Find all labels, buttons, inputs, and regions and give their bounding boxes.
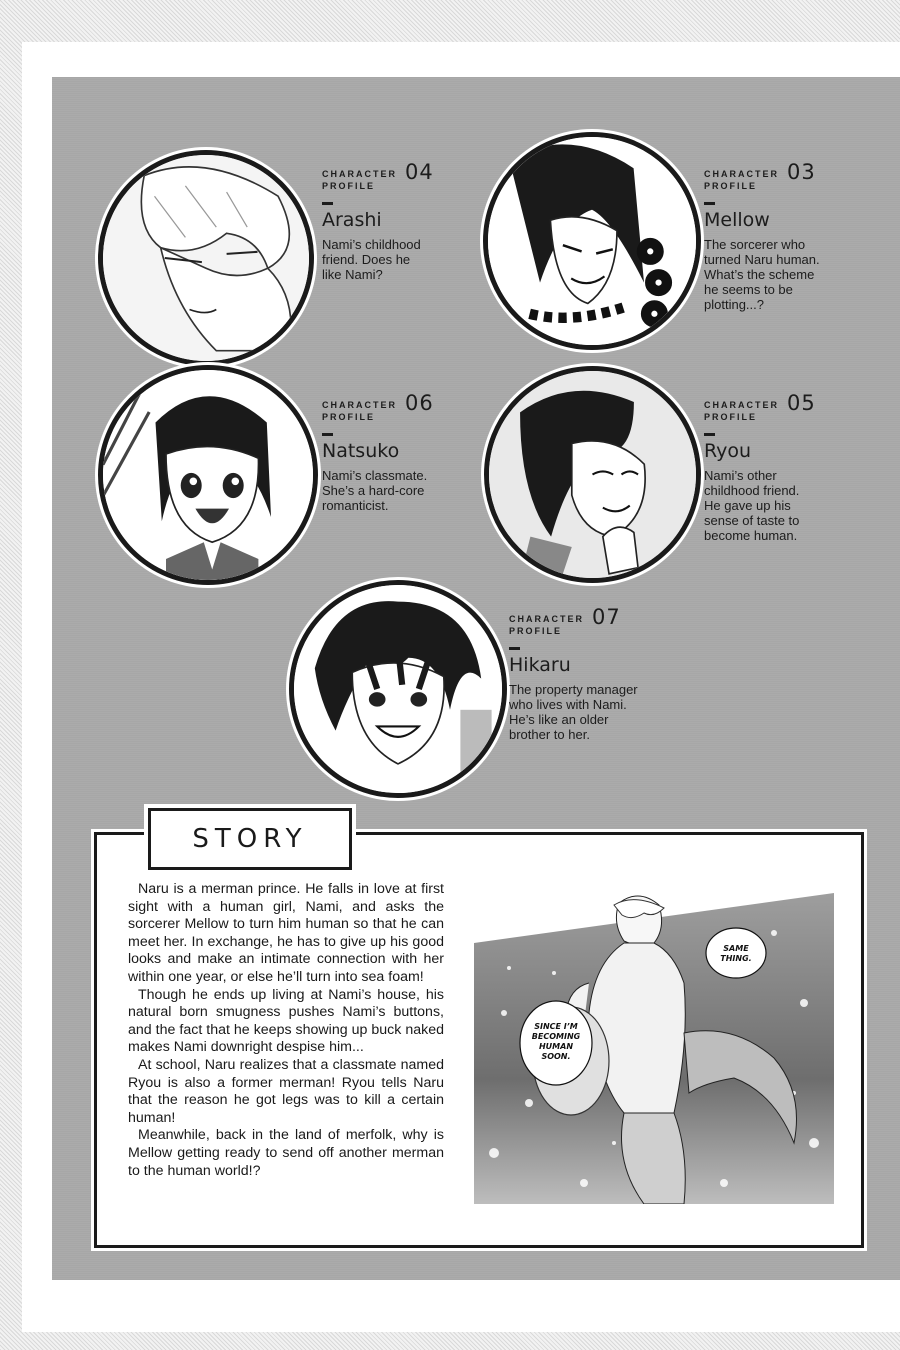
dash-divider: [704, 202, 715, 205]
ryou-portrait: [484, 366, 701, 583]
profile-mellow: [704, 160, 844, 312]
arashi-portrait: [98, 150, 314, 366]
profile-ryou: [704, 391, 844, 543]
story-text: [128, 881, 444, 1180]
character-description: Nami’s classmate. She’s a hard-core romanticist.: [322, 468, 428, 513]
dash-divider: [509, 647, 520, 650]
dash-divider: [322, 433, 333, 436]
bubble-text: SAME: [723, 944, 749, 953]
profile-number: 04: [405, 160, 434, 184]
mellow-illustration: [488, 137, 696, 345]
story-paragraph: Though he ends up living at Nami’s house, his natural born smugness pushes Nami’s buttons, and the fact that he keeps showing up buck naked makes Nami downright despise him...: [128, 986, 444, 1056]
story-paragraph: Meanwhile, back in the land of merfolk, why is Mellow getting ready to send off another merman to the human world!?: [128, 1127, 444, 1179]
character-profile-label: CHARACTER PROFILE 06: [322, 391, 434, 422]
character-description: Nami’s childhood friend. Does he like Nami?: [322, 237, 421, 282]
character-profile-label: CHARACTER PROFILE 03: [704, 160, 816, 191]
bubble-text: HUMAN: [538, 1042, 574, 1051]
natsuko-illustration: [103, 370, 313, 580]
hikaru-portrait: [289, 580, 507, 798]
profile-number: 05: [787, 391, 816, 415]
character-description: Nami’s other childhood friend. He gave up his sense of taste to become human.: [704, 468, 800, 543]
character-profile-label: CHARACTER PROFILE 07: [509, 605, 621, 636]
character-profile-label: CHARACTER PROFILE 05: [704, 391, 816, 422]
ryou-illustration: [489, 371, 696, 578]
character-description: The property manager who lives with Nami. He’s like an older brother to her.: [509, 682, 638, 742]
character-description: The sorcerer who turned Naru human. What’s the scheme he seems to be plotting...?: [704, 237, 820, 312]
speech-bubble-top: [706, 928, 766, 978]
character-name: Natsuko: [322, 440, 400, 462]
story-paragraph: Naru is a merman prince. He falls in love at first sight with a human girl, Nami, and asks the sorcerer Mellow to turn him human so that he can meet her. In exchange, he has to give up his good looks and make an intimate connection with her within one year, or else he’ll turn into sea foam!: [128, 881, 444, 985]
profile-natsuko: [322, 391, 462, 513]
profile-number: 07: [592, 605, 621, 629]
bubble-text: SINCE I’M: [534, 1022, 578, 1031]
story-manga-panel: [474, 893, 834, 1204]
dash-divider: [322, 202, 333, 205]
profile-arashi: [322, 160, 462, 282]
story-paragraph: At school, Naru realizes that a classmate named Ryou is also a former merman! Ryou tells Naru that the reason he got legs was to kill a certain human!: [128, 1056, 444, 1126]
story-tab: [148, 808, 352, 870]
bubble-text: SOON.: [541, 1052, 571, 1061]
story-title: STORY: [192, 824, 308, 854]
profile-number: 06: [405, 391, 434, 415]
bubble-text: THING.: [720, 954, 752, 963]
character-name: Arashi: [322, 209, 382, 231]
natsuko-portrait: [98, 365, 318, 585]
profile-number: 03: [787, 160, 816, 184]
mellow-portrait: [483, 132, 701, 350]
arashi-illustration: [103, 155, 309, 361]
merman-illustration: [474, 893, 834, 1204]
character-name: Hikaru: [509, 654, 571, 676]
character-name: Mellow: [704, 209, 770, 231]
dash-divider: [704, 433, 715, 436]
profile-hikaru: [509, 605, 669, 742]
bubble-text: BECOMING: [531, 1032, 581, 1041]
character-name: Ryou: [704, 440, 752, 462]
hikaru-illustration: [294, 585, 502, 793]
character-profile-label: CHARACTER PROFILE 04: [322, 160, 434, 191]
